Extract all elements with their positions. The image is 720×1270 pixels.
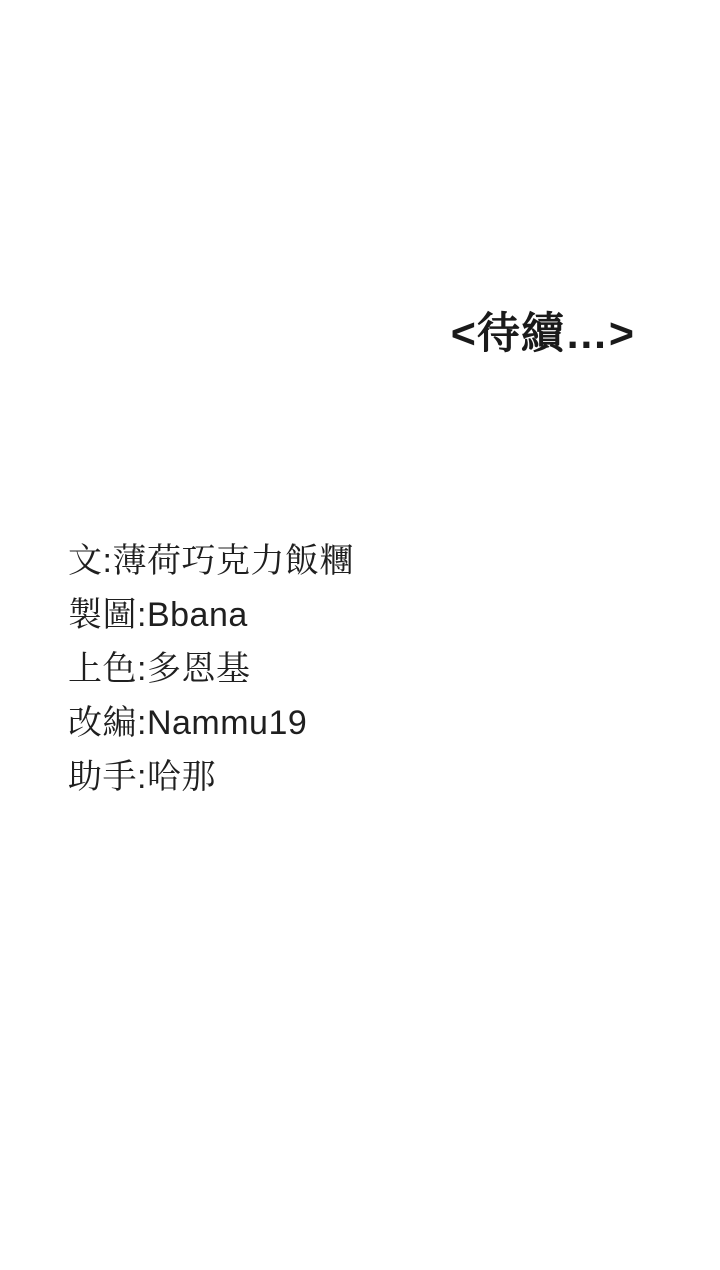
credit-line-artist: 製圖:Bbana <box>68 596 248 634</box>
credits-block <box>68 534 354 804</box>
to-be-continued-label: <待續…> <box>450 310 635 358</box>
credit-line-adaptation: 改編:Nammu19 <box>68 704 308 742</box>
credit-line-colorist: 上色:多恩基 <box>68 650 251 688</box>
credit-line-assistant: 助手:哈那 <box>68 758 216 796</box>
credit-line-writer: 文:薄荷巧克力飯糰 <box>68 542 354 580</box>
